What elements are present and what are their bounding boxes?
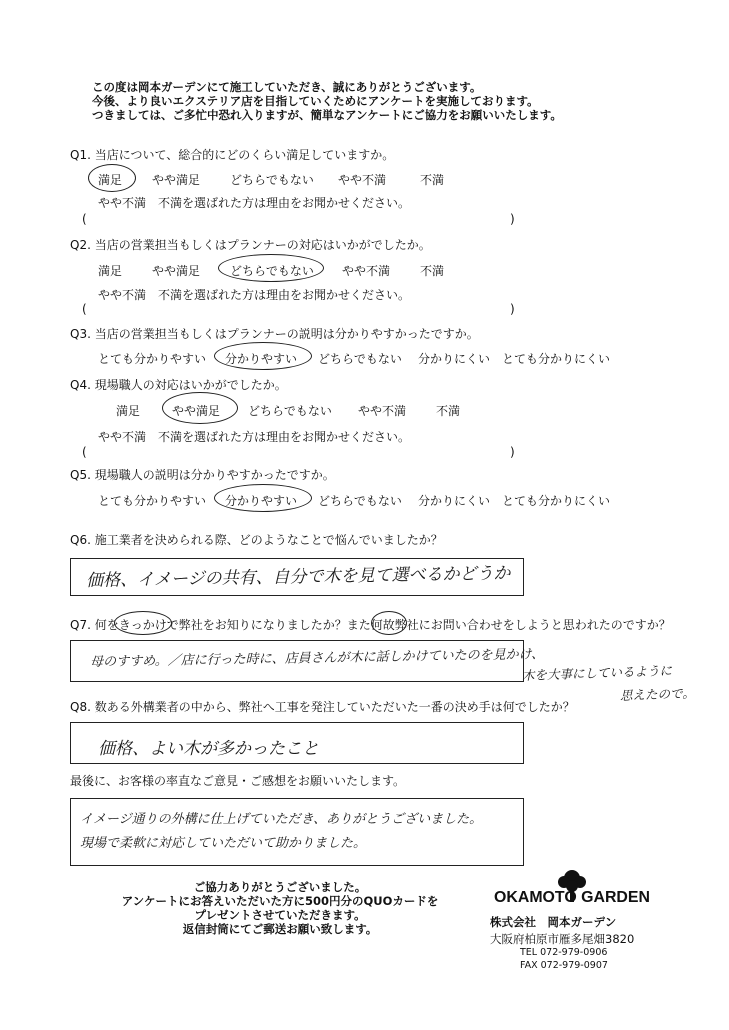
- q1-selection-circle: [88, 164, 136, 192]
- q8-handwritten-answer: 価格、よい木が多かったこと: [98, 739, 319, 759]
- q5-option[interactable]: とても分かりにくい: [502, 494, 611, 508]
- q7-handwritten-answer-cont: 木を大事にしているように: [521, 662, 673, 683]
- q2-option[interactable]: 満足: [98, 264, 123, 278]
- company-tel: TEL 072-979-0906: [520, 947, 608, 958]
- q4-option[interactable]: どちらでもない: [248, 404, 332, 418]
- footer-line: アンケートにお答えいただいた方に500円分のQUOカードを: [121, 894, 439, 908]
- q3-option[interactable]: とても分かりにくい: [502, 352, 611, 366]
- footer-line: ご協力ありがとうございました。: [193, 880, 367, 894]
- q4-option[interactable]: 満足: [116, 404, 141, 418]
- intro-line: この度は岡本ガーデンにて施工していただき、誠にありがとうございます。: [92, 80, 482, 94]
- final-handwritten-answer: イメージ通りの外構に仕上げていただき、ありがとうございました。: [80, 812, 483, 827]
- q2-option[interactable]: やや不満: [342, 264, 391, 278]
- q1-paren-open: (: [82, 212, 87, 226]
- q7-circle-kikkake: [114, 611, 172, 635]
- q7-handwritten-answer-cont: 思えたので。: [619, 685, 695, 703]
- q6-question: Q6. 施工業者を決められる際、どのようなことで悩んでいましたか？: [70, 533, 443, 547]
- q3-option[interactable]: どちらでもない: [318, 352, 402, 366]
- q1-option[interactable]: やや満足: [152, 173, 201, 187]
- q4-paren-open: (: [82, 445, 87, 459]
- company-fax: FAX 072-979-0907: [520, 960, 608, 971]
- logo-wordmark: OKAMOTO GARDEN: [494, 889, 650, 906]
- q1-paren-close: ): [510, 212, 515, 226]
- q5-option[interactable]: どちらでもない: [318, 494, 402, 508]
- q3-option[interactable]: 分かりやすい: [225, 352, 298, 366]
- q1-option[interactable]: やや不満: [338, 173, 387, 187]
- q5-option[interactable]: 分かりやすい: [225, 494, 298, 508]
- q3-option[interactable]: 分かりにくい: [418, 352, 491, 366]
- q2-paren-close: ): [510, 302, 515, 316]
- intro-text: [92, 80, 562, 122]
- q1-option[interactable]: 満足: [98, 173, 123, 187]
- q1-question: Q1. 当店について、総合的にどのくらい満足していますか。: [70, 148, 395, 162]
- intro-line: 今後、より良いエクステリア店を目指していくためにアンケートを実施しております。: [92, 94, 539, 108]
- q2-question: Q2. 当店の営業担当もしくはプランナーの対応はいかがでしたか。: [70, 238, 431, 252]
- q3-question: Q3. 当店の営業担当もしくはプランナーの説明は分かりやすかったですか。: [70, 327, 479, 341]
- q2-paren-open: (: [82, 302, 87, 316]
- q2-reason-prompt: やや不満 不満を選ばれた方は理由をお聞かせください。: [98, 288, 411, 302]
- q2-option[interactable]: どちらでもない: [230, 264, 314, 278]
- q5-option[interactable]: とても分かりやすい: [98, 494, 207, 508]
- q2-selection-circle: [218, 254, 324, 282]
- q4-selection-circle: [162, 392, 238, 424]
- final-handwritten-answer: 現場で柔軟に対応していただいて助かりました。: [80, 836, 367, 851]
- company-address: 大阪府柏原市雁多尾畑3820: [490, 932, 635, 946]
- q3-option[interactable]: とても分かりやすい: [98, 352, 207, 366]
- tree-logo-icon: [492, 868, 652, 914]
- q7-question: Q7. 何をきっかけで弊社をお知りになりましたか？また何故弊社にお問い合わせをしようと思われたのですか？: [70, 618, 671, 632]
- footer-line: 返信封筒にてご郵送お願い致します。: [182, 922, 378, 936]
- q5-question: Q5. 現場職人の説明は分かりやすかったですか。: [70, 468, 335, 482]
- q4-reason-prompt: やや不満 不満を選ばれた方は理由をお聞かせください。: [98, 430, 411, 444]
- q1-option[interactable]: 不満: [420, 173, 445, 187]
- q7-handwritten-answer: 母のすすめ。／店に行った時に、店員さんが木に話しかけていたのを見かけ、: [89, 647, 545, 670]
- q5-selection-circle: [214, 484, 312, 512]
- q4-option[interactable]: やや不満: [358, 404, 407, 418]
- q3-selection-circle: [214, 342, 312, 370]
- q2-option[interactable]: 不満: [420, 264, 445, 278]
- q5-option[interactable]: 分かりにくい: [418, 494, 491, 508]
- q4-question: Q4. 現場職人の対応はいかがでしたか。: [70, 378, 287, 392]
- q1-option[interactable]: どちらでもない: [230, 173, 314, 187]
- okamoto-garden-logo: [492, 868, 652, 918]
- q4-option[interactable]: やや満足: [172, 404, 221, 418]
- q6-handwritten-answer: 価格、イメージの共有、自分で木を見て選べるかどうか: [85, 563, 511, 591]
- footer-line: プレゼントさせていただきます。: [194, 908, 366, 922]
- q1-reason-prompt: やや不満 不満を選ばれた方は理由をお聞かせください。: [98, 196, 411, 210]
- q2-option[interactable]: やや満足: [152, 264, 201, 278]
- q8-question: Q8. 数ある外構業者の中から、弊社へ工事を発注していただいた一番の決め手は何でしたか？: [70, 700, 575, 714]
- footer-thanks: [100, 880, 460, 936]
- intro-line: つきましては、ご多忙中恐れ入りますが、簡単なアンケートにご協力をお願いいたします。: [92, 108, 562, 122]
- q4-option[interactable]: 不満: [436, 404, 461, 418]
- q4-paren-close: ): [510, 445, 515, 459]
- q7-circle-naze: [371, 611, 407, 635]
- company-name: 株式会社 岡本ガーデン: [490, 915, 617, 929]
- final-question: 最後に、お客様の率直なご意見・ご感想をお願いいたします。: [70, 774, 406, 788]
